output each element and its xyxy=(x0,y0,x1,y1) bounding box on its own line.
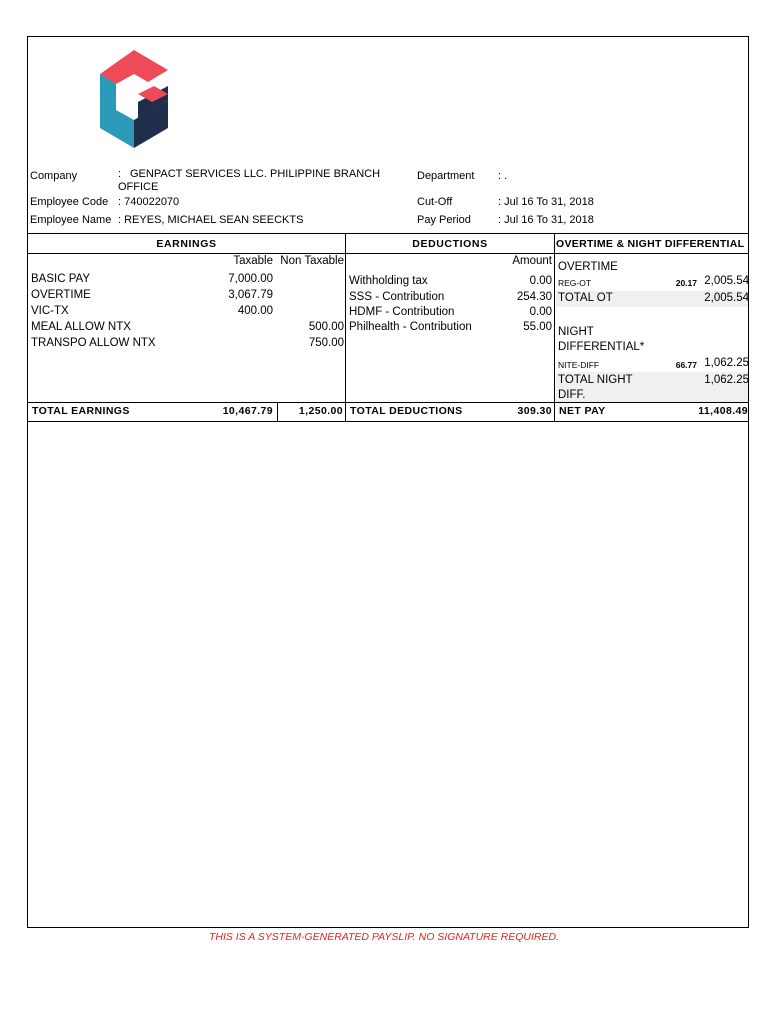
totals-bottom-rule xyxy=(27,421,749,422)
total-nd-label-line2: DIFF. xyxy=(558,389,586,401)
pay-period-label: Pay Period xyxy=(417,214,471,226)
earnings-deductions-divider xyxy=(345,233,346,421)
earnings-row-non-taxable: 750.00 xyxy=(308,337,344,349)
total-nd-amount: 1,062.25 xyxy=(704,374,749,386)
earnings-col-taxable: Taxable xyxy=(233,255,273,267)
reg-ot-hours: 20.17 xyxy=(675,278,697,288)
earnings-title: EARNINGS xyxy=(156,238,217,250)
total-earnings-non-taxable: 1,250.00 xyxy=(298,405,343,417)
earnings-col-non-taxable: Non Taxable xyxy=(280,255,344,267)
total-nd-label-line1: TOTAL NIGHT xyxy=(558,374,633,386)
deductions-overtime-divider xyxy=(554,233,555,421)
deduction-row-label: HDMF - Contribution xyxy=(349,306,455,318)
earnings-row-non-taxable: 500.00 xyxy=(308,321,344,333)
deduction-row-label: SSS - Contribution xyxy=(349,291,445,303)
company-value-line1: GENPACT SERVICES LLC. PHILIPPINE BRANCH xyxy=(130,168,381,180)
employee-name-label: Employee Name xyxy=(30,214,112,226)
deduction-row-amount: 0.00 xyxy=(529,275,552,287)
company-logo xyxy=(98,48,170,150)
reg-ot-amount: 2,005.54 xyxy=(704,275,749,287)
system-generated-note: THIS IS A SYSTEM-GENERATED PAYSLIP. NO SIGNATURE REQUIRED. xyxy=(208,931,560,943)
total-earnings-label: TOTAL EARNINGS xyxy=(32,405,130,417)
nite-diff-hours: 66.77 xyxy=(675,360,697,370)
net-pay-amount: 11,408.49 xyxy=(698,405,748,417)
nd-heading-line1: NIGHT xyxy=(558,326,594,338)
deduction-row-amount: 55.00 xyxy=(523,321,552,333)
earnings-row-label: MEAL ALLOW NTX xyxy=(31,321,131,333)
cutoff-label: Cut-Off xyxy=(417,196,453,208)
deduction-row-label: Withholding tax xyxy=(349,275,428,287)
deductions-col-amount: Amount xyxy=(512,255,552,267)
table-header-rule xyxy=(27,253,749,254)
company-value-line2: OFFICE xyxy=(118,181,159,193)
ot-heading: OVERTIME xyxy=(558,261,618,273)
total-earnings-taxable: 10,467.79 xyxy=(222,405,273,417)
company-label: Company xyxy=(30,170,78,182)
deduction-row-amount: 254.30 xyxy=(516,291,552,303)
logo-red-face xyxy=(100,50,168,84)
department-label: Department xyxy=(417,170,475,182)
earnings-row-label: VIC-TX xyxy=(31,305,69,317)
net-pay-label: NET PAY xyxy=(559,405,606,417)
earnings-row-taxable: 3,067.79 xyxy=(228,289,273,301)
nite-diff-amount: 1,062.25 xyxy=(704,357,749,369)
total-ot-label: TOTAL OT xyxy=(558,292,613,304)
employee-name-value: : REYES, MICHAEL SEAN SEECKTS xyxy=(118,214,304,226)
totals-top-rule xyxy=(27,402,749,403)
overtime-title: OVERTIME & NIGHT DIFFERENTIAL xyxy=(556,238,745,250)
deduction-row-label: Philhealth - Contribution xyxy=(349,321,472,333)
earnings-row-taxable: 400.00 xyxy=(237,305,273,317)
reg-ot-label: REG-OT xyxy=(558,278,592,288)
pay-period-value: : Jul 16 To 31, 2018 xyxy=(498,214,594,226)
nite-diff-label: NITE-DIFF xyxy=(558,360,600,370)
deductions-title: DEDUCTIONS xyxy=(412,238,488,250)
total-deductions-amount: 309.30 xyxy=(517,405,552,417)
logo-teal-face xyxy=(100,74,134,148)
earnings-row-taxable: 7,000.00 xyxy=(228,273,273,285)
nd-heading-line2: DIFFERENTIAL* xyxy=(558,341,645,353)
department-value: : . xyxy=(498,170,508,182)
total-deductions-label: TOTAL DEDUCTIONS xyxy=(350,405,463,417)
table-top-rule xyxy=(27,233,749,234)
total-ot-amount: 2,005.54 xyxy=(704,292,749,304)
employee-code-label: Employee Code xyxy=(30,196,109,208)
earnings-row-label: OVERTIME xyxy=(31,289,91,301)
company-colon: : xyxy=(118,168,122,180)
employee-code-value: : 740022070 xyxy=(118,196,180,208)
earnings-row-label: BASIC PAY xyxy=(31,273,91,285)
deduction-row-amount: 0.00 xyxy=(529,306,552,318)
earnings-row-label: TRANSPO ALLOW NTX xyxy=(31,337,156,349)
cutoff-value: : Jul 16 To 31, 2018 xyxy=(498,196,594,208)
